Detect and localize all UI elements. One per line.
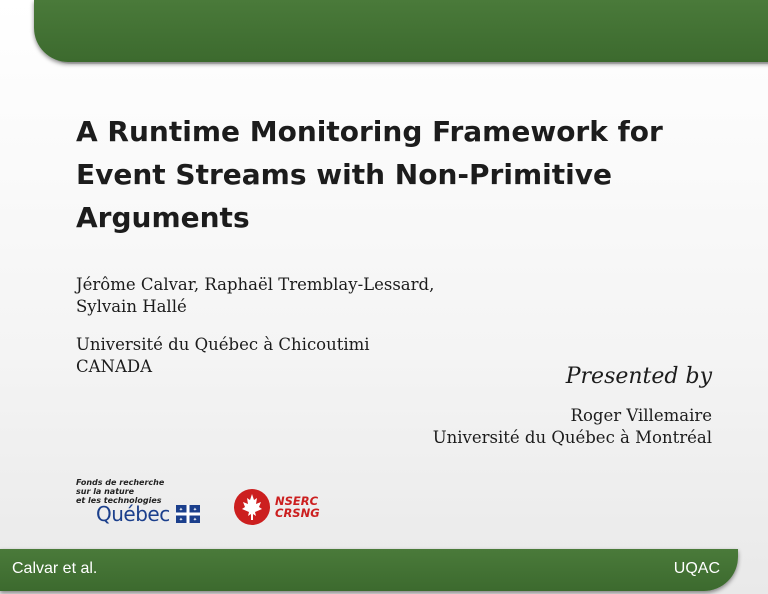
crsng-label: CRSNG [275, 506, 320, 520]
fonds-text [76, 478, 206, 505]
quebec-flag-icon [176, 505, 200, 523]
presented-by-label: Presented by [565, 364, 712, 389]
footer-banner [0, 549, 738, 591]
affiliation-university: Université du Québec à Chicoutimi [76, 335, 370, 354]
quebec-wordmark [96, 502, 200, 526]
nserc-label: NSERC [275, 494, 319, 508]
nserc-logo [233, 488, 320, 526]
presenter-affiliation: Université du Québec à Montréal [432, 428, 712, 447]
slide-title: A Runtime Monitoring Framework for Event Streams with Non-Primitive Arguments [76, 115, 663, 234]
fonds-line-3: et les technologies [76, 496, 162, 505]
fonds-line-1: Fonds de recherche [76, 478, 165, 487]
footer-authors: Calvar et al. [12, 560, 98, 577]
top-banner [34, 0, 768, 62]
affiliation [76, 334, 436, 378]
authors: Jérôme Calvar, Raphaël Tremblay-Lessard, Sylvain Hallé [76, 275, 435, 316]
maple-leaf-icon [233, 488, 271, 526]
footer-institution: UQAC [673, 560, 720, 577]
quebec-word: Québec [96, 502, 170, 526]
fonds-line-2: sur la nature [76, 487, 135, 496]
svg-text:✦: ✦ [192, 517, 197, 523]
svg-text:✦: ✦ [192, 507, 197, 513]
svg-text:✦: ✦ [178, 517, 183, 523]
presenter-name: Roger Villemaire [570, 406, 712, 425]
nserc-text [275, 495, 320, 519]
svg-text:✦: ✦ [178, 507, 183, 513]
affiliation-country: CANADA [76, 357, 153, 376]
fonds-quebec-logo [76, 478, 206, 528]
presenter [292, 405, 712, 449]
